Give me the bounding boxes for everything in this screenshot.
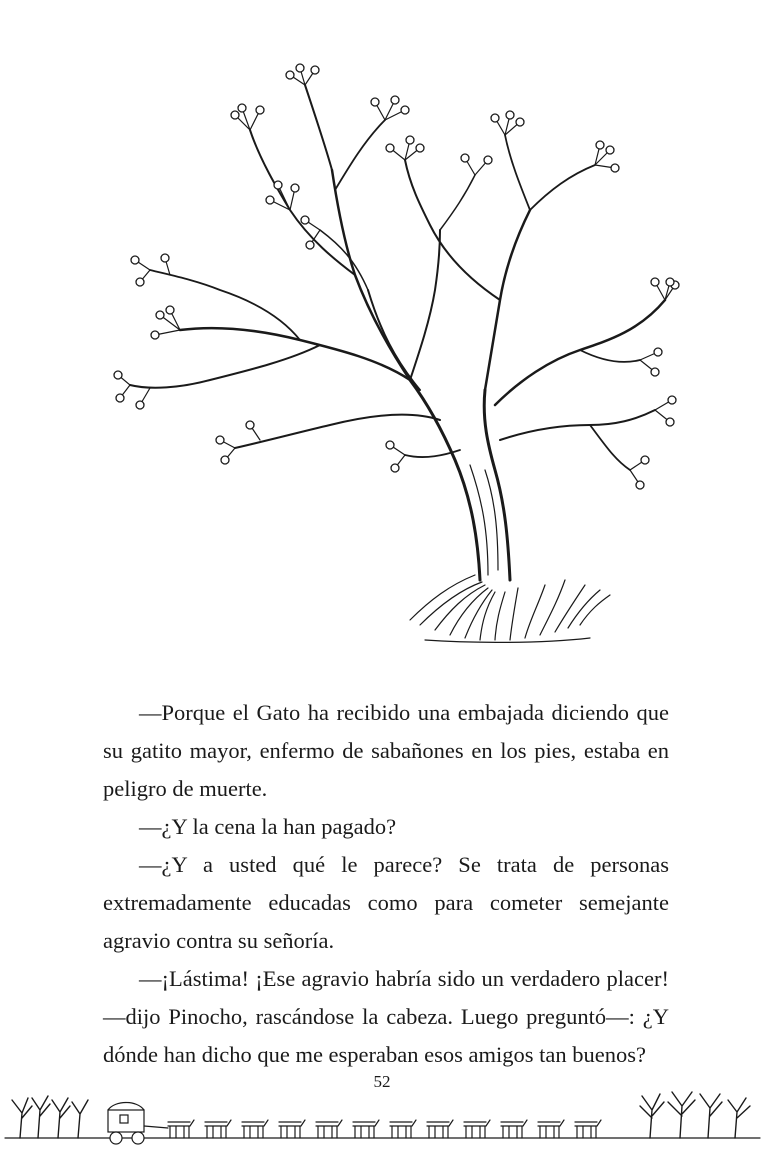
caravan-frieze-illustration bbox=[0, 1088, 764, 1168]
paragraph: —¿Y la cena la han pagado? bbox=[139, 814, 397, 839]
paragraph: —Porque el Gato ha recibido una embajada diciendo que su gatito mayor, enfermo de sabañones en los pies, estaba en peligro de muerte. bbox=[103, 700, 669, 801]
right-trees bbox=[640, 1092, 750, 1138]
tree-illustration bbox=[110, 60, 680, 650]
left-trees bbox=[12, 1096, 88, 1138]
paragraph: —¡Lástima! ¡Ese agravio habría sido un verdadero placer! —dijo Pinocho, rascándose la cabeza. Luego preguntó—: ¿Y dónde han dicho que me esperaban esos amigos tan buenos? bbox=[103, 966, 669, 1067]
donkeys bbox=[168, 1120, 601, 1138]
paragraph: —¿Y a usted qué le parece? Se trata de personas extremadamente educadas como para cometer semejante agravio contra su señoría. bbox=[103, 852, 669, 953]
story-text bbox=[103, 694, 669, 1074]
page-number: 52 bbox=[373, 1072, 391, 1091]
